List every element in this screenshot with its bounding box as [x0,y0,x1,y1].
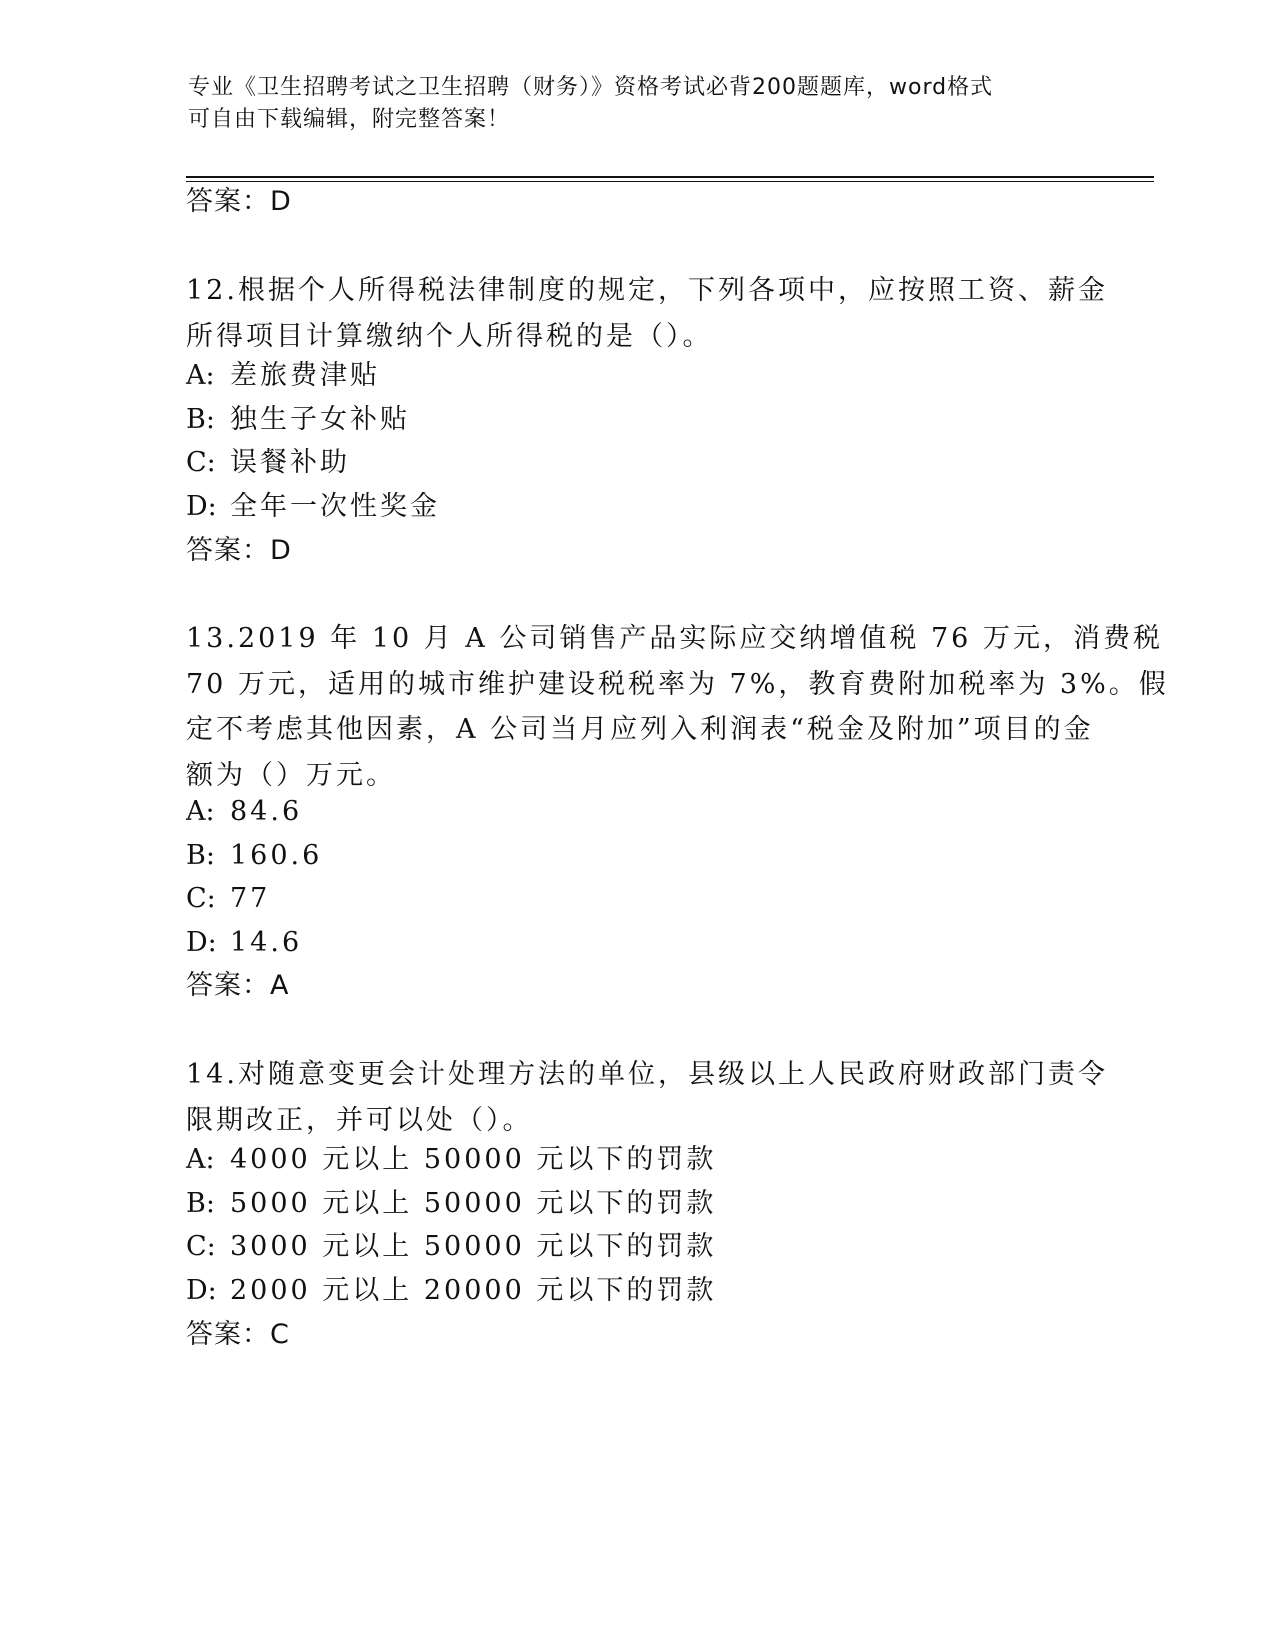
option-letter: A: [186,796,215,827]
option-text: 160.6 [230,840,323,871]
header-divider-thin [186,181,1154,182]
option-text: 全年一次性奖金 [230,491,440,522]
option-text: 3000 元以上 50000 元以下的罚款 [230,1231,717,1262]
option-text: 2000 元以上 20000 元以下的罚款 [230,1275,717,1306]
option-text: 84.6 [230,796,303,827]
question-line: 12.根据个人所得税法律制度的规定，下列各项中，应按照工资、薪金 [186,275,1108,306]
question-line: 定不考虑其他因素，A 公司当月应列入利润表“税金及附加”项目的金 [186,714,1094,745]
option-letter: B: [186,1188,215,1219]
question-14-text [186,1052,1108,1143]
option-letter: A: [186,1144,215,1175]
question-12-option-d [186,489,440,525]
option-letter: B: [186,404,215,435]
question-line: 70 万元，适用的城市维护建设税税率为 7%，教育费附加税率为 3%。假 [186,668,1169,700]
option-text: 独生子女补贴 [230,404,410,435]
option-letter: D: [186,927,217,958]
question-13-answer: 答案：A [186,970,290,1001]
question-13-option-a [186,794,302,830]
option-text: 误餐补助 [230,447,350,478]
question-14-option-d [186,1273,716,1309]
option-letter: D: [186,491,217,522]
question-line: 额为（）万元。 [186,759,396,791]
option-text: 差旅费津贴 [230,360,380,391]
question-13-option-c [186,881,270,917]
question-14-option-b [186,1186,716,1222]
question-14-answer: 答案：C [186,1319,290,1350]
option-letter: C: [186,447,216,478]
option-letter: A: [186,360,215,391]
header-divider-thick [186,176,1154,178]
question-12-text [186,268,1108,359]
question-13-option-d [186,925,302,961]
option-text: 77 [230,883,271,914]
option-text: 14.6 [230,927,303,958]
question-line: 所得项目计算缴纳个人所得税的是（）。 [186,320,713,352]
question-13-option-b [186,838,322,874]
previous-answer: 答案：D [186,186,292,217]
question-line: 限期改正，并可以处（）。 [186,1104,533,1136]
header-line-2: 可自由下载编辑，附完整答案！ [188,107,511,132]
question-14-option-c [186,1229,716,1265]
option-text: 5000 元以上 50000 元以下的罚款 [230,1188,717,1219]
option-letter: C: [186,1231,216,1262]
option-text: 4000 元以上 50000 元以下的罚款 [230,1144,717,1175]
option-letter: D: [186,1275,217,1306]
question-12-option-b [186,402,410,438]
header-line-1: 专业《卫生招聘考试之卫生招聘（财务）》资格考试必背200题题库，word格式 [188,75,994,100]
question-13-text [186,616,1169,798]
question-line: 13.2019 年 10 月 A 公司销售产品实际应交纳增值税 76 万元，消费税 [186,623,1163,654]
question-12-answer: 答案：D [186,535,292,566]
option-letter: C: [186,883,216,914]
question-14-option-a [186,1142,716,1178]
question-line: 14.对随意变更会计处理方法的单位，县级以上人民政府财政部门责令 [186,1059,1108,1090]
page-header [188,72,1068,136]
question-12-option-a [186,358,380,394]
question-12-option-c [186,445,350,481]
option-letter: B: [186,840,215,871]
